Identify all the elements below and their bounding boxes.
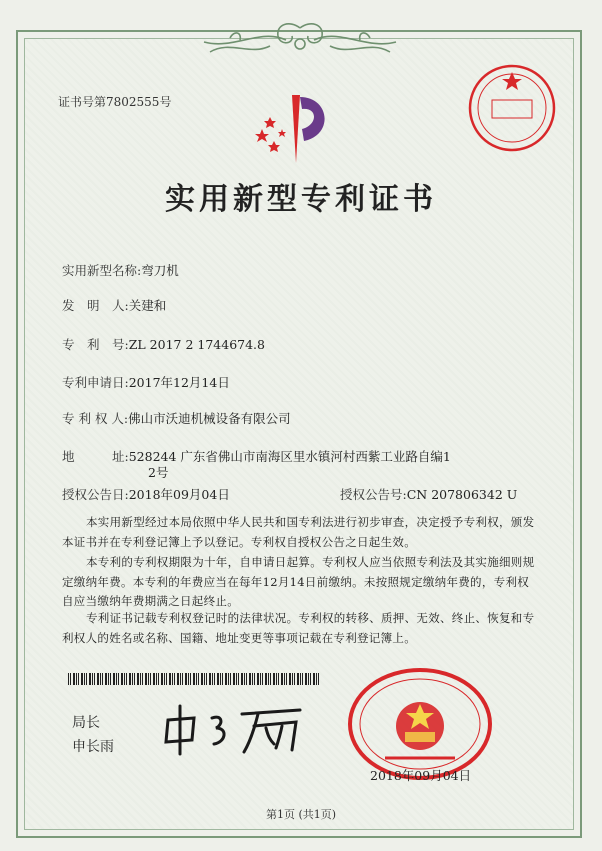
- grant-date-label: 授权公告日:: [62, 487, 129, 502]
- inventor-row: [62, 296, 166, 314]
- patent-number-row: [62, 335, 265, 353]
- official-seal-icon: [345, 662, 495, 780]
- handwritten-signature-icon: [158, 700, 308, 756]
- grant-number-row: [340, 485, 517, 503]
- utility-model-name-value: 弯刀机: [141, 263, 179, 278]
- top-ornament-icon: [190, 20, 410, 60]
- address-value-line2: 2号: [148, 465, 169, 480]
- inventor-value: 关建和: [128, 298, 167, 313]
- paragraph-1: 本实用新型经过本局依照中华人民共和国专利法进行初步审查，决定授予专利权，颁发本证书并在专利登记簿上予以登记。专利权自授权公告之日起生效。: [62, 515, 535, 549]
- address-value-line1: 528244 广东省佛山市南海区里水镇河村西紫工业路自编1: [128, 449, 451, 464]
- address-row: [62, 447, 451, 465]
- page-number: 第1页 (共1页): [265, 808, 337, 821]
- paragraph-3: 专利证书记载专利权登记时的法律状况。专利权的转移、质押、无效、终止、恢复和专利权人的姓名或名称、国籍、地址变更等事项记载在专利登记簿上。: [62, 611, 535, 645]
- inventor-label: 发 明 人:: [62, 298, 129, 313]
- patent-number-label: 专 利 号:: [62, 337, 129, 352]
- utility-model-name-row: [62, 261, 179, 279]
- patent-office-logo-icon: [248, 85, 340, 165]
- barcode-icon: [68, 673, 320, 685]
- filing-date-value: 2017年12月14日: [128, 375, 230, 390]
- grant-date-value: 2018年09月04日: [128, 487, 230, 502]
- page-title: 实用新型专利证书: [165, 182, 437, 217]
- address-label: 地 址:: [62, 449, 129, 464]
- signature-name: 申长雨: [72, 739, 114, 755]
- certificate-number: 证书号第7802555号: [58, 95, 172, 109]
- seal-date: 2018年09月04日: [370, 768, 472, 783]
- patentee-row: [62, 409, 291, 427]
- grant-number-value: CN 207806342 U: [406, 487, 518, 502]
- patent-number-value: ZL 2017 2 1744674.8: [128, 337, 265, 352]
- filing-date-label: 专利申请日:: [62, 375, 129, 390]
- top-right-seal-icon: [466, 62, 558, 154]
- signature-title: 局长: [72, 715, 100, 731]
- patentee-label: 专 利 权 人:: [62, 411, 129, 426]
- paragraph-2: 本专利的专利权期限为十年，自申请日起算。专利权人应当依照专利法及其实施细则规定缴纳年费。本专利的年费应当在每年12月14日前缴纳。未按照规定缴纳年费的，专利权自应当缴纳年费期满之日起终止。: [62, 555, 535, 608]
- filing-date-row: [62, 373, 230, 391]
- patentee-value: 佛山市沃迪机械设备有限公司: [128, 411, 291, 426]
- grant-date-row: [62, 485, 230, 503]
- utility-model-name-label: 实用新型名称:: [62, 263, 142, 278]
- grant-number-label: 授权公告号:: [340, 487, 407, 502]
